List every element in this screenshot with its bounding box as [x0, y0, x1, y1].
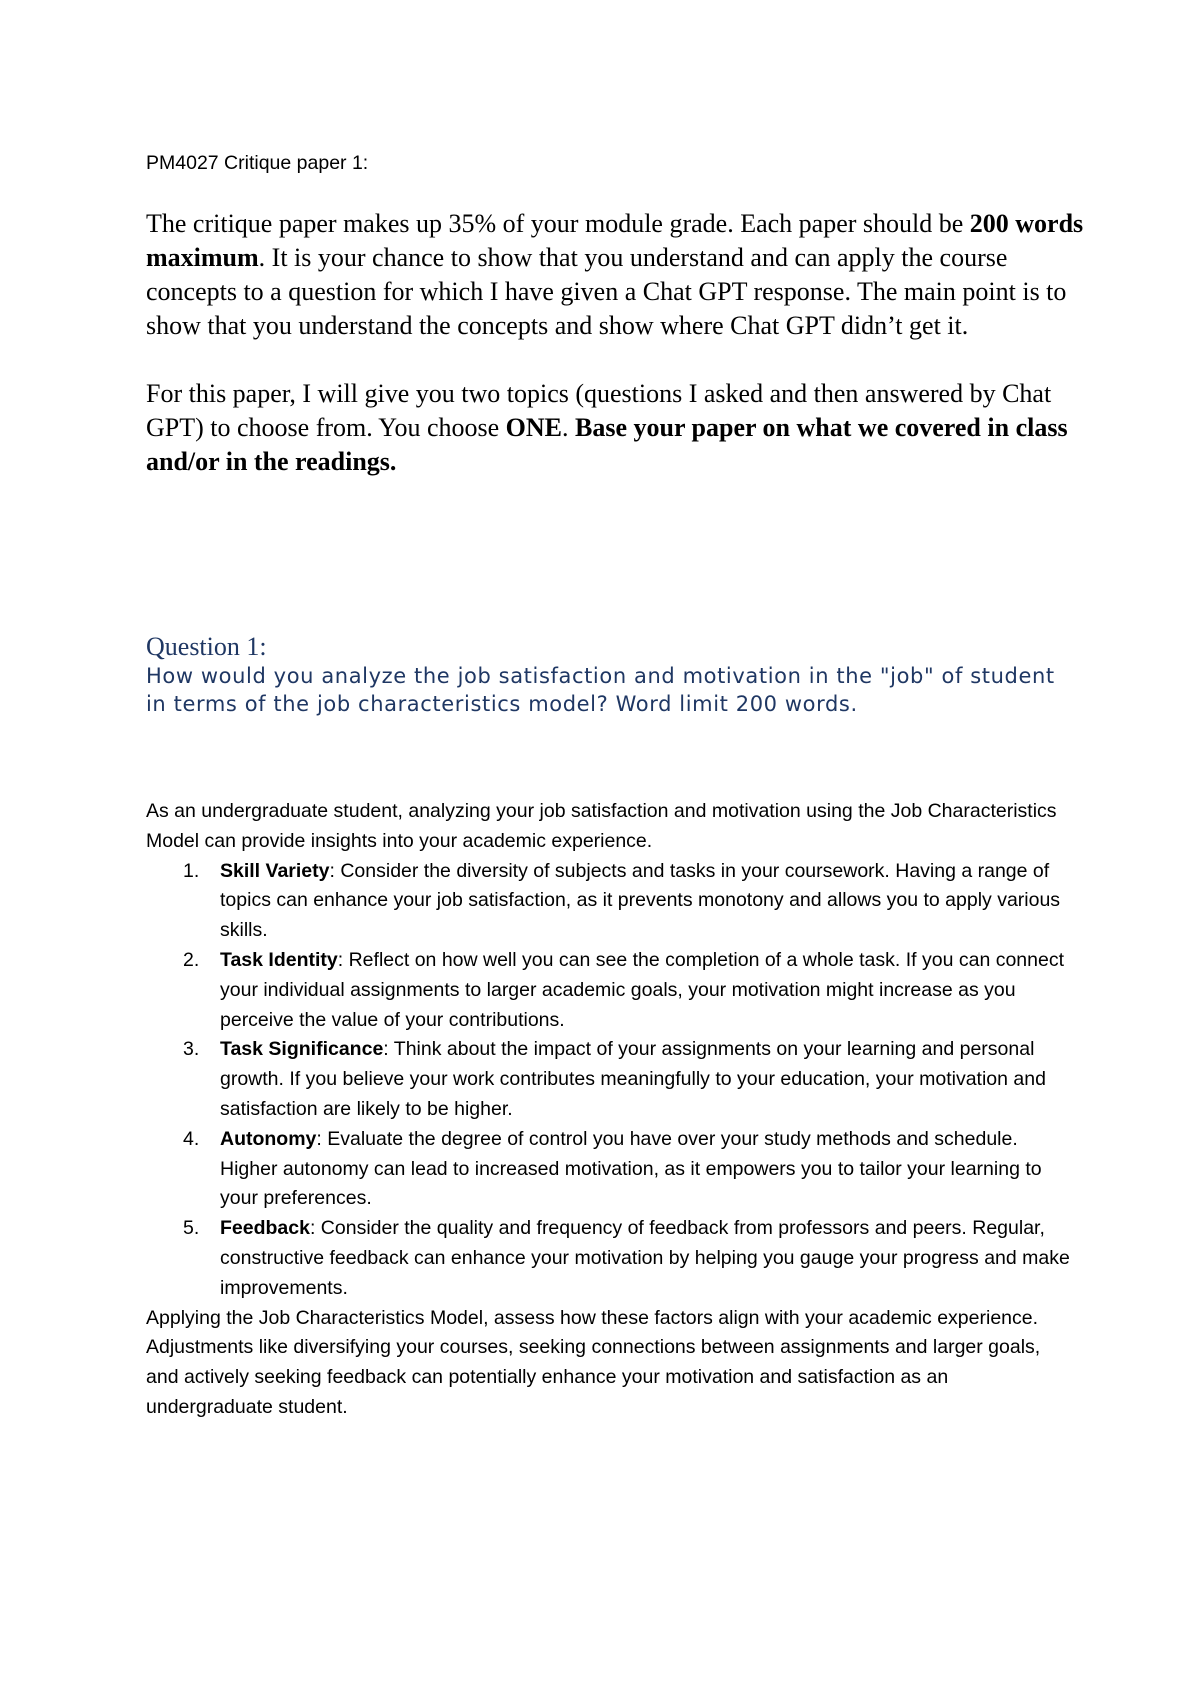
list-item-number: 4. [183, 1127, 200, 1150]
list-item-term: Feedback [220, 1217, 310, 1240]
intro-p2-bold-instruction: Base your paper on what we covered in class and/or in the readings. [146, 413, 1068, 476]
list-item-term: Task Identity [220, 948, 338, 971]
list-item-term: Autonomy [220, 1127, 317, 1150]
list-item [146, 1125, 1076, 1214]
list-item-text: : Consider the quality and frequency of feedback from professors and peers. Regular, constructive feedback can enhance your motivation by helping you gauge your progress and make improvements. [220, 1217, 1070, 1299]
intro-p2-text-b: . [562, 413, 575, 442]
intro-p1-bold: 200 words maximum [146, 209, 1084, 272]
intro-paragraph-1 [146, 207, 1086, 343]
intro-p2-text-a: For this paper, I will give you two topics (questions I asked and then answered by Chat GPT) to choose from. You choose [146, 379, 1052, 442]
intro-section [146, 207, 1086, 479]
question-text: How would you analyze the job satisfaction and motivation in the "job" of student in terms of the job characteristics model? Word limit 200 words. [146, 664, 1055, 716]
list-item-number: 3. [183, 1038, 200, 1061]
answer-conclusion: Applying the Job Characteristics Model, assess how these factors align with your academic experience. Adjustments like diversifying your courses, seeking connections between assignments and larger goals, and actively seeking feedback can potentially enhance your motivation and satisfaction as an undergraduate student. [146, 1306, 1041, 1418]
list-item-term: Skill Variety [220, 859, 330, 882]
list-item-term: Task Significance [220, 1038, 384, 1061]
answer-intro: As an undergraduate student, analyzing your job satisfaction and motivation using the Job Characteristics Model can provide insights into your academic experience. [146, 800, 1057, 852]
list-item-text: : Think about the impact of your assignments on your learning and personal growth. If you believe your work contributes meaningfully to your education, your motivation and satisfaction are likely to be higher. [220, 1038, 1046, 1120]
intro-paragraph-2 [146, 377, 1086, 479]
list-item-text: : Reflect on how well you can see the completion of a whole task. If you can connect your individual assignments to larger academic goals, your motivation might increase as you perceive the value of your contributions. [220, 948, 1065, 1031]
chatgpt-answer [146, 797, 1076, 1423]
list-item [146, 1035, 1076, 1124]
list-item [146, 946, 1076, 1035]
list-item [146, 1214, 1076, 1303]
list-item-text: : Consider the diversity of subjects and tasks in your coursework. Having a range of topics can enhance your job satisfaction, as it prevents monotony and allows you to apply various skills. [220, 859, 1061, 942]
list-item-text: : Evaluate the degree of control you have over your study methods and schedule. Higher autonomy can lead to increased motivation, as it empowers you to tailor your learning to your preferences. [220, 1127, 1042, 1210]
intro-p1-text-b: . It is your chance to show that you understand and can apply the course concepts to a question for which I have given a Chat GPT response. The main point is to show that you understand the concepts and show where Chat GPT didn’t get it. [146, 243, 1067, 340]
list-item [146, 857, 1076, 946]
question-label: Question 1: [146, 632, 267, 661]
list-item-number: 1. [183, 859, 200, 882]
jcm-list [146, 857, 1076, 1304]
document-heading: PM4027 Critique paper 1: [146, 152, 369, 174]
list-item-number: 5. [183, 1217, 200, 1240]
intro-p2-bold-one: ONE [505, 413, 562, 442]
list-item-number: 2. [183, 948, 200, 971]
intro-p1-text-a: The critique paper makes up 35% of your module grade. Each paper should be [146, 209, 970, 238]
